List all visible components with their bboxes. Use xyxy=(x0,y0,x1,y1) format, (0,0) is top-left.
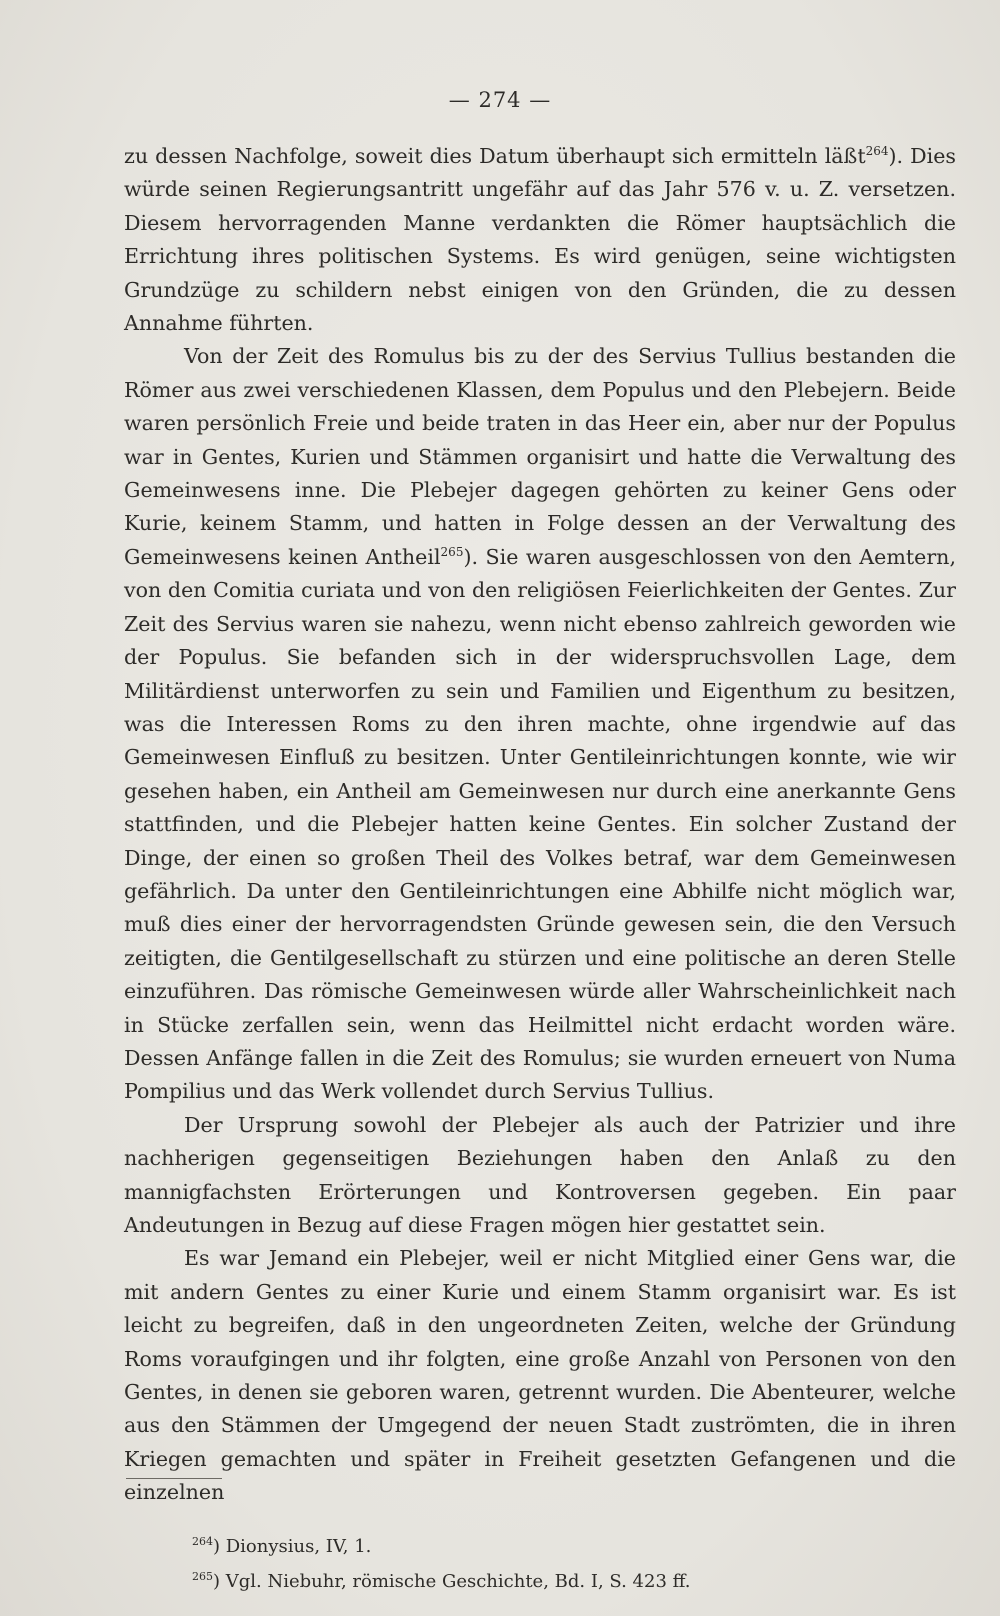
paragraph-2-text-a: Von der Zeit des Romulus bis zu der des Servius Tullius bestanden die Römer aus zwei verschiedenen Klassen, dem Populus und den Plebejern. Beide waren persönlich Freie und beide traten in das Heer ein, aber nur der Populus war in Gentes, Kurien und Stämmen organisirt und hatte die Verwaltung des Gemeinwesens inne. Die Plebejer dagegen gehörten zu keiner Gens oder Kurie, keinem Stamm, und hatten in Folge dessen an der Verwaltung des Gemeinwesens keinen Antheil xyxy=(124,344,956,569)
paragraph-4-text: Es war Jemand ein Plebejer, weil er nicht Mitglied einer Gens war, die mit andern Gentes zu einer Kurie und einem Stamm organisirt war. Es ist leicht zu begreifen, daß in den ungeordneten Zeiten, welche der Gründung Roms voraufgingen und ihr folgten, eine große Anzahl von Personen von den Gentes, in denen sie geboren waren, getrennt wurden. Die Abenteurer, welche aus den Stämmen der Umgegend der neuen Stadt zuströmten, die in ihren Kriegen gemachten und später in Freiheit gesetzten Gefangenen und die einzelnen xyxy=(124,1246,956,1505)
footnote-ref-265: 265 xyxy=(440,544,464,559)
paragraph-1-text-a: zu dessen Nachfolge, soweit dies Datum überhaupt sich ermitteln läßt xyxy=(124,144,866,168)
footnote-number: 265 xyxy=(192,1570,213,1583)
footnote-text: ) Dionysius, IV, 1. xyxy=(213,1536,372,1557)
paragraph-3-text: Der Ursprung sowohl der Plebejer als auch der Patrizier und ihre nachherigen gegenseitigen Beziehungen haben den Anlaß zu den mannigfachsten Erörterungen und Kontroversen gegeben. Ein paar Andeutungen in Bezug auf diese Fragen mögen hier gestattet sein. xyxy=(124,1112,956,1237)
footnote-divider xyxy=(126,1478,222,1479)
body-text xyxy=(124,140,956,1510)
footnote-number: 264 xyxy=(192,1535,213,1548)
footnotes xyxy=(192,1527,892,1597)
footnote-265 xyxy=(192,1562,892,1597)
paragraph-2-text-b: ). Sie waren ausgeschlossen von den Aemtern, von den Comitia curiata und von den religiösen Feierlichkeiten der Gentes. Zur Zeit des Servius waren sie nahezu, wenn nicht ebenso zahlreich geworden wie der Populus. Sie befanden sich in der widerspruchsvollen Lage, dem Militärdienst unterworfen zu sein und Familien und Eigenthum zu besitzen, was die Interessen Roms zu den ihren machte, ohne irgendwie auf das Gemeinwesen Einfluß zu besitzen. Unter Gentileinrichtungen konnte, wie wir gesehen haben, ein Antheil am Gemeinwesen nur durch eine anerkannte Gens stattfinden, und die Plebejer hatten keine Gentes. Ein solcher Zustand der Dinge, der einen so großen Theil des Volkes betraf, war dem Gemeinwesen gefährlich. Da unter den Gentileinrichtungen eine Abhilfe nicht möglich war, muß dies einer der hervorragendsten Gründe gewesen sein, die den Versuch zeitigten, die Gentilgesellschaft zu stürzen und eine politische an deren Stelle einzuführen. Das römische Gemeinwesen würde aller Wahrscheinlichkeit nach in Stücke zerfallen sein, wenn das Heilmittel nicht erdacht worden wäre. Dessen Anfänge fallen in die Zeit des Romulus; sie wurden erneuert von Numa Pompilius und das Werk vollendet durch Servius Tullius. xyxy=(124,544,956,1104)
page-number: — 274 — xyxy=(448,88,552,112)
paragraph-2 xyxy=(124,340,956,1108)
footnote-text: ) Vgl. Niebuhr, römische Geschichte, Bd. I, S. 423 ff. xyxy=(213,1571,691,1592)
paragraph-4 xyxy=(124,1242,956,1509)
footnote-264 xyxy=(192,1527,892,1562)
paragraph-3 xyxy=(124,1109,956,1243)
paragraph-1-text-b: ). Dies würde seinen Regierungsantritt ungefähr auf das Jahr 576 v. u. Z. versetzen. Diesem hervorragenden Manne verdankten die Römer hauptsächlich die Errichtung ihres politischen Systems. Es wird genügen, seine wichtigsten Grundzüge zu schildern nebst einigen von den Gründen, die zu dessen Annahme führten. xyxy=(124,144,956,336)
footnote-ref-264: 264 xyxy=(865,144,889,158)
paragraph-1 xyxy=(124,140,956,340)
